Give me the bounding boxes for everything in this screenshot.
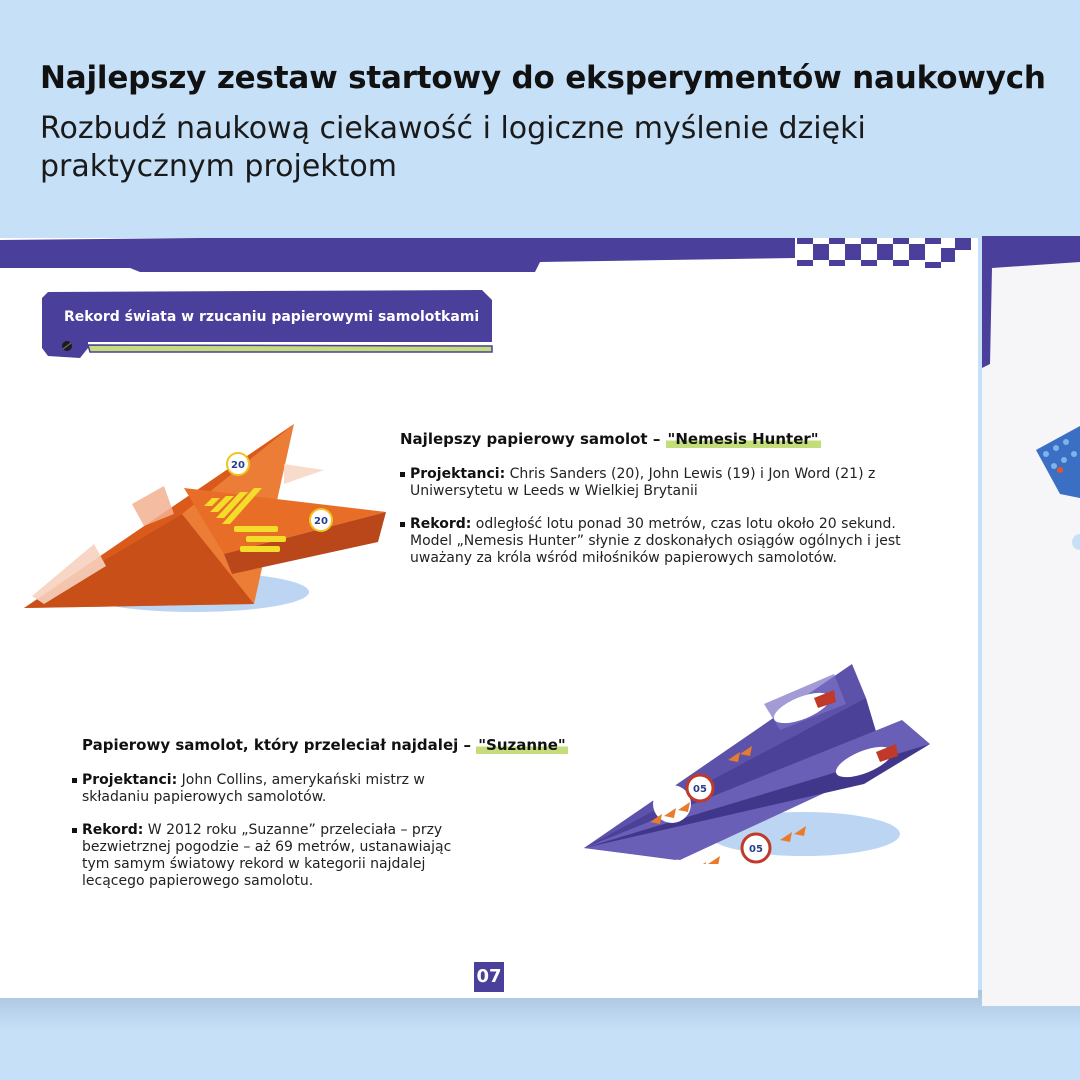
page-top-banner <box>0 238 978 278</box>
plane2-badge-label-2: 05 <box>749 844 763 855</box>
page-number: 07 <box>474 962 504 992</box>
book-page-right <box>982 236 1080 1006</box>
suzanne-record-bullet <box>72 822 472 890</box>
suzanne-record-label: Rekord: <box>82 822 144 838</box>
section-nemesis-hunter-title <box>400 430 925 448</box>
nemesis-designers-label: Projektanci: <box>410 466 506 482</box>
section-nemesis-hunter <box>400 430 925 583</box>
section-suzanne-title-prefix: Papierowy samolot, który przeleciał najdalej – <box>82 736 477 754</box>
book-page-left <box>0 238 978 998</box>
hero-subtitle: Rozbudź naukową ciekawość i logiczne myślenie dzięki praktycznym projektom <box>40 111 866 184</box>
nemesis-hunter-highlight: "Nemesis Hunter" <box>667 430 819 448</box>
plane2-badge-label: 05 <box>693 784 707 795</box>
section-tag-label: Rekord świata w rzucaniu papierowymi samolotkami <box>64 309 480 325</box>
section-suzanne-title <box>82 736 566 754</box>
suzanne-designers-text: John Collins, amerykański mistrz w składaniu papierowych samolotów. <box>82 772 425 805</box>
nemesis-record-text: odległość lotu ponad 30 metrów, czas lotu około 20 sekund. Model „Nemesis Hunter” słynie z doskonałych osiągów ogólnych i jest uważany za króla wśród miłośników papierowych samolotów. <box>410 516 901 566</box>
suzanne-designers-label: Projektanci: <box>82 772 178 788</box>
nemesis-record-bullet <box>400 516 925 567</box>
nemesis-hunter-plane-illustration <box>24 424 390 616</box>
section-suzanne <box>72 736 566 906</box>
suzanne-plane-illustration <box>584 664 934 864</box>
plane1-badge-label: 20 <box>231 460 245 471</box>
suzanne-designers-bullet <box>72 772 472 806</box>
suzanne-highlight: "Suzanne" <box>478 736 566 754</box>
suzanne-record-text: W 2012 roku „Suzanne” przeleciała – przy bezwietrznej pogodzie – aż 69 metrów, ustanawiając tym samym światowy rekord w kategorii najdalej lecącego papierowego samolotu. <box>82 822 452 889</box>
plane1-badge-label-2: 20 <box>314 516 328 527</box>
nemesis-designers-text: Chris Sanders (20), John Lewis (19) i Jon Word (21) z Uniwersytetu w Leeds w Wielkiej Brytanii <box>410 466 876 499</box>
nemesis-record-label: Rekord: <box>410 516 472 532</box>
nemesis-designers-bullet <box>400 466 925 500</box>
right-page-decoration <box>982 236 1080 556</box>
hero-title: Najlepszy zestaw startowy do eksperymentów naukowych <box>40 60 1046 96</box>
section-nemesis-hunter-title-prefix: Najlepszy papierowy samolot – <box>400 430 666 448</box>
